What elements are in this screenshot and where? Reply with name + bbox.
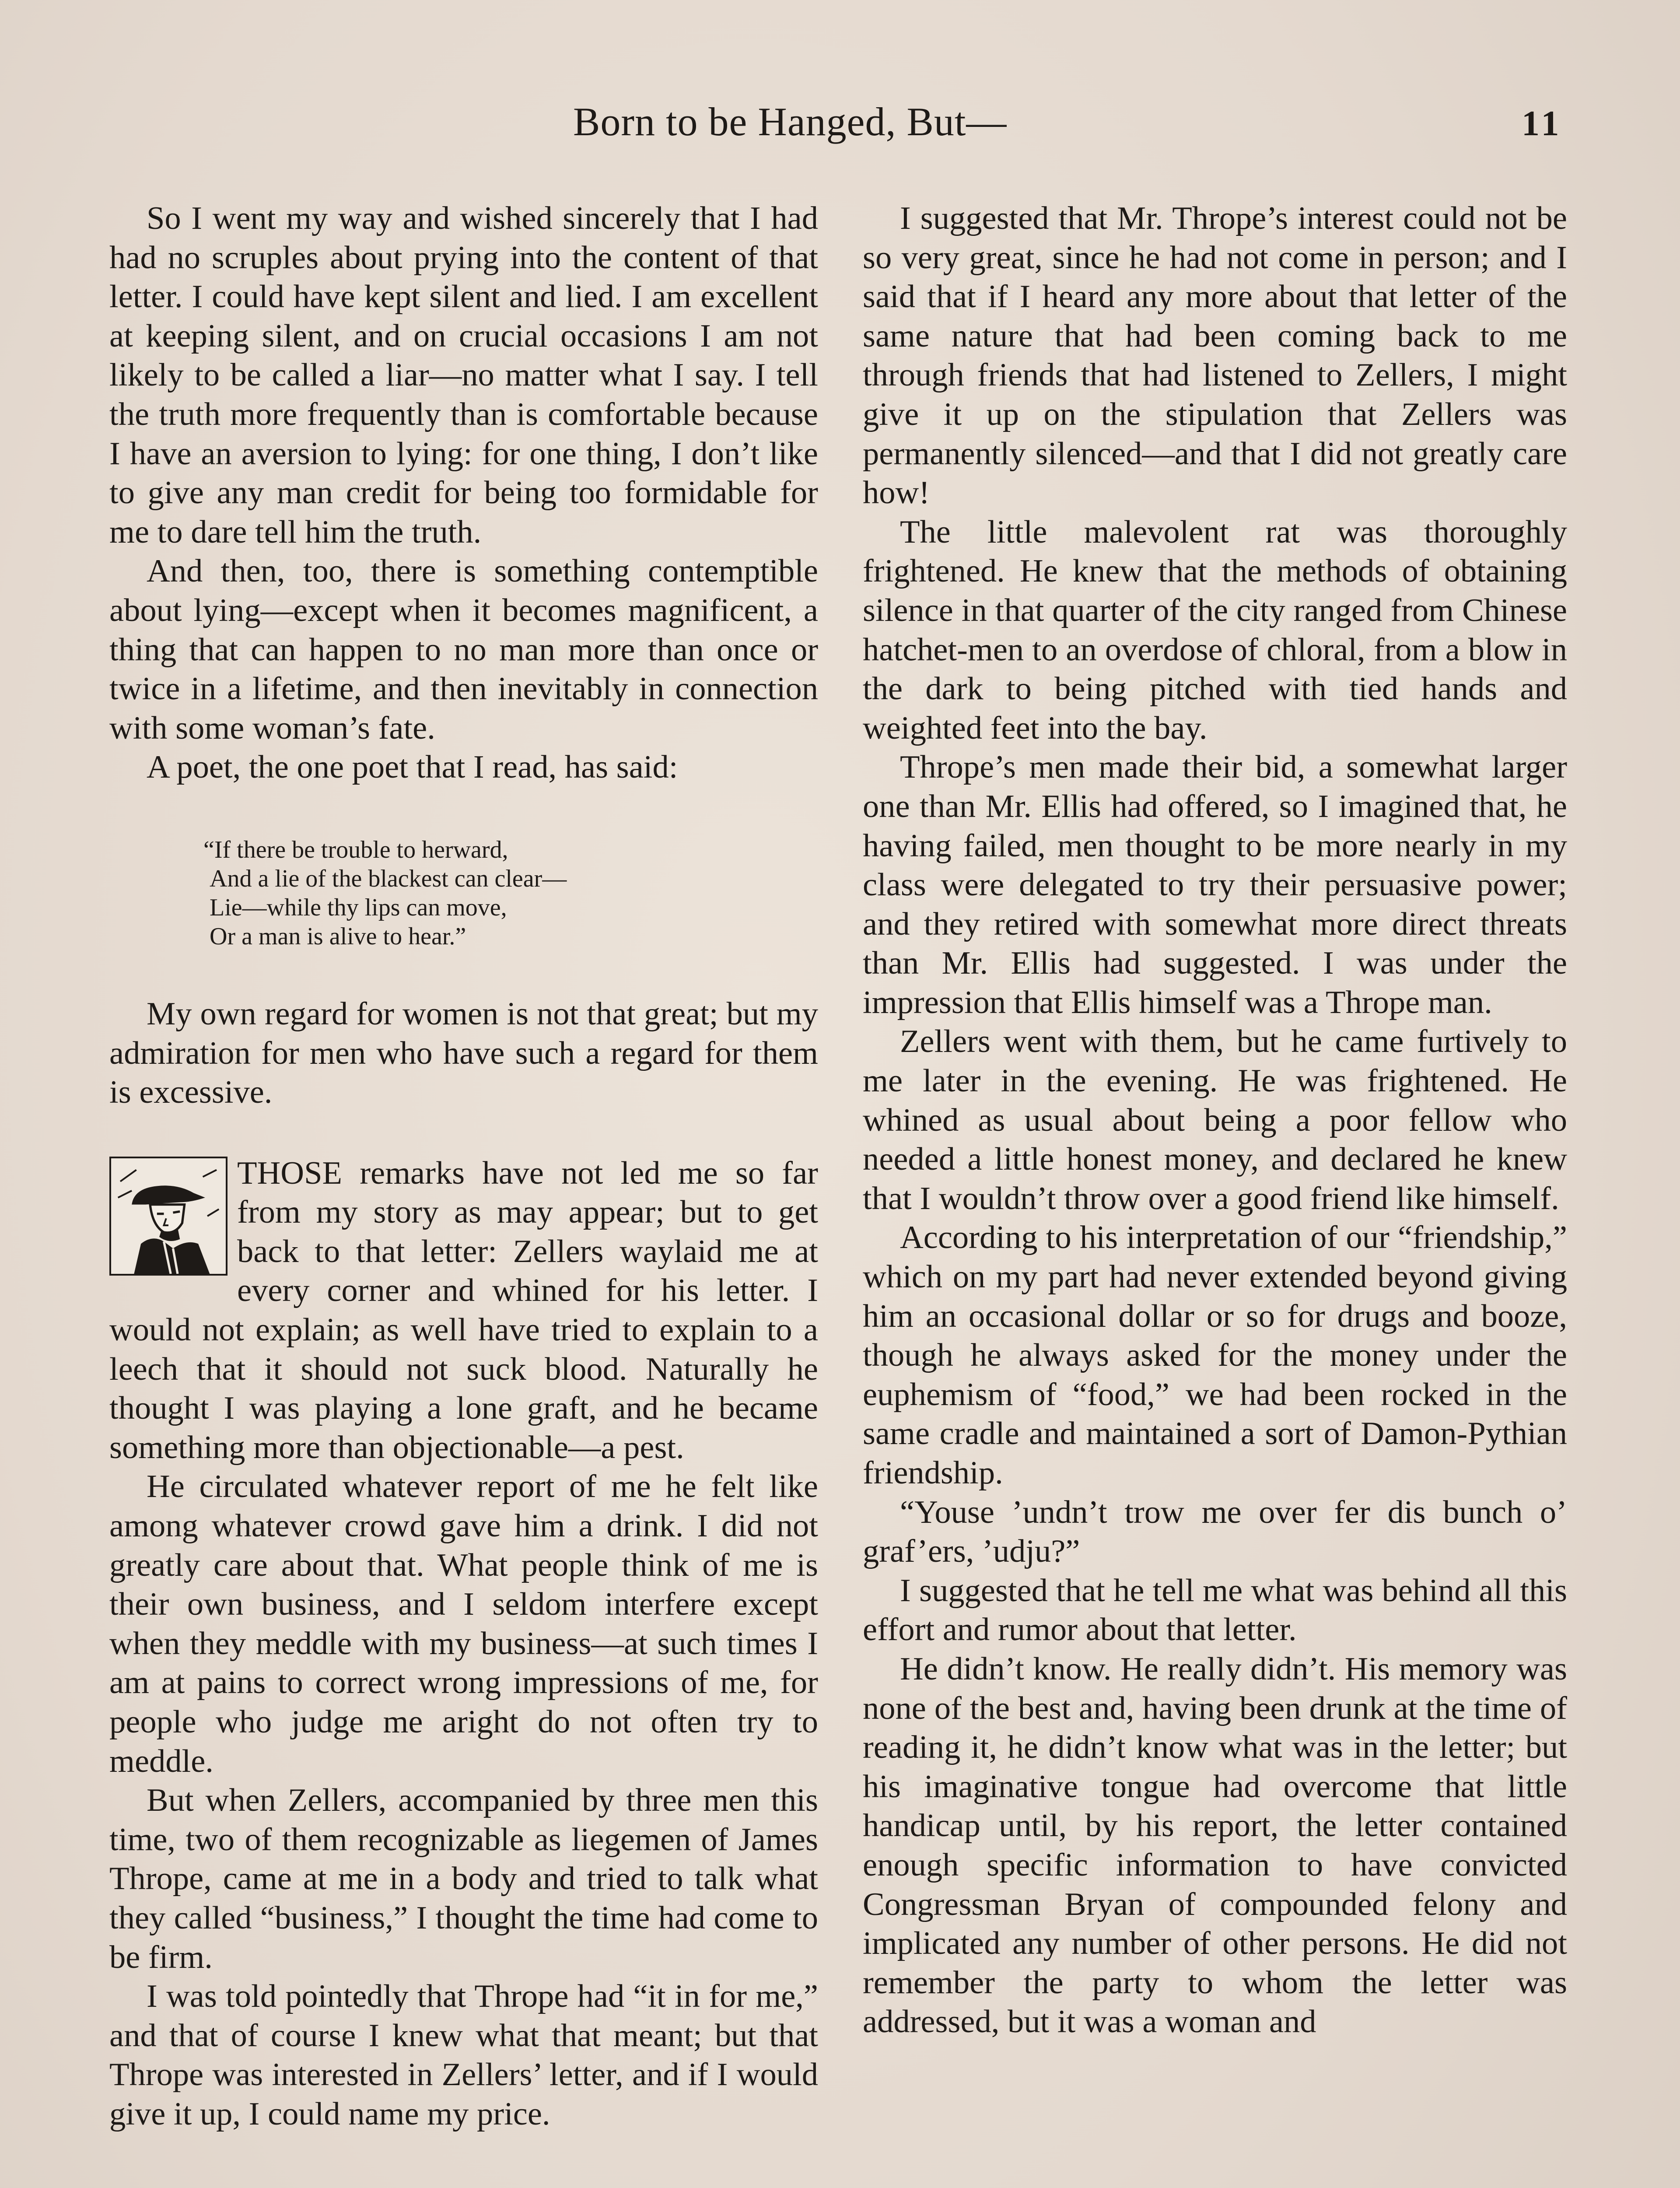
poem-line: “If there be trouble to herward,	[203, 836, 508, 863]
paragraph: A poet, the one poet that I read, has said:	[147, 749, 678, 785]
man-in-hat-illustration-icon	[109, 1157, 228, 1276]
paragraph: “Youse ’undn’t trow me over fer dis bunch o’ graf’ers, ’udju?”	[863, 1494, 1567, 1570]
paragraph: He circulated whatever report of me he felt like among whatever crowd gave him a drink. I did not greatly care about that. What people think of me is their own business, and I seldom interfere except when they meddle with my business—at such times I am at pains to correct wrong impressions of me, for people who judge me aright do not often try to meddle.	[109, 1469, 818, 1779]
poem-line: Lie—while thy lips can move,	[210, 894, 507, 921]
paragraph: According to his interpretation of our “friendship,” which on my part had never extended beyond giving him an occasional dollar or so for drugs and booze, though he always asked for the money under the euphemism of “food,” we had been rocked in the same cradle and maintained a sort of Damon-Pythian friendship.	[863, 1220, 1567, 1491]
paragraph: Zellers went with them, but he came furtively to me later in the evening. He was frightened. He whined as usual about being a poor fellow who needed a little honest money, and declared he knew that I wouldn’t throw over a good friend like himself.	[863, 1024, 1567, 1217]
paragraph: The little malevolent rat was thoroughly frightened. He knew that the methods of obtaining silence in that quarter of the city ranged from Chinese hatchet-men to an overdose of chloral, from a blow in the dark to being pitched with tied hands and weighted feet into the bay.	[863, 514, 1567, 746]
poem-line: And a lie of the blackest can clear—	[210, 865, 567, 892]
paragraph: He didn’t know. He really didn’t. His memory was none of the best and, having been drunk at the time of reading it, he didn’t know what was in the letter; but his imaginative tongue had overcome that little handicap until, by his report, the letter contained enough specific information to have convicted Congressman Bryan of compounded felony and implicated any number of other persons. He did not remember the party to whom the letter was addressed, but it was a woman and	[863, 1651, 1567, 2040]
left-column	[109, 199, 818, 2134]
paragraph: I suggested that Mr. Thrope’s interest could not be so very great, since he had not come in person; and I said that if I heard any more about that letter of the same nature that had been coming back to me through friends that had listened to Zellers, I might give it up on the stipulation that Zellers was permanently silenced—and that I did not greatly care how!	[863, 200, 1567, 511]
paragraph: But when Zellers, accompanied by three men this time, two of them recognizable as liegemen of James Thrope, came at me in a body and tried to talk what they called “business,” I thought the time had come to be firm.	[109, 1782, 818, 1975]
paragraph: So I went my way and wished sincerely that I had had no scruples about prying into the content of that letter. I could have kept silent and lied. I am excellent at keeping silent, and on crucial occasions I am not likely to be called a liar—no matter what I say. I tell the truth more frequently than is comfortable because I have an aversion to lying: for one thing, I don’t like to give any man credit for being too formidable for me to dare tell him the truth.	[109, 200, 818, 550]
paragraph: Thrope’s men made their bid, a somewhat larger one than Mr. Ellis had offered, so I imagined that, he having failed, men thought to be more nearly in my class were delegated to try their persuasive power; and they retired with somewhat more direct threats than Mr. Ellis had suggested. I was under the impression that Ellis himself was a Thrope man.	[863, 749, 1567, 1020]
right-column	[863, 199, 1567, 2042]
paragraph: My own regard for women is not that great; but my admiration for men who have such a regard for them is excessive.	[109, 996, 818, 1111]
running-header-title: Born to be Hanged, But—	[573, 99, 1007, 144]
paragraph: And then, too, there is something contemptible about lying—except when it becomes magnificent, a thing that can happen to no man more than once or twice in a lifetime, and then inevitably in connection with some woman’s fate.	[109, 553, 818, 746]
paragraph: THOSE remarks have not led me so far from my story as may appear; but to get back to that letter: Zellers waylaid me at every corner and whined for his letter. I would not explain; as well have tried to explain to a leech that it should not suck blood. Naturally he thought I was playing a lone graft, and he became something more than objectionable—a pest.	[109, 1155, 818, 1466]
page-number: 11	[1522, 103, 1563, 143]
poem-line: Or a man is alive to hear.”	[210, 922, 466, 950]
poem-quote	[203, 835, 818, 951]
paragraph: I was told pointedly that Thrope had “it in for me,” and that of course I knew what that meant; but that Thrope was interested in Zellers’ letter, and if I would give it up, I could name my price.	[109, 1978, 818, 2132]
paragraph: I suggested that he tell me what was behind all this effort and rumor about that letter.	[863, 1572, 1567, 1648]
section-break	[109, 1112, 818, 1154]
